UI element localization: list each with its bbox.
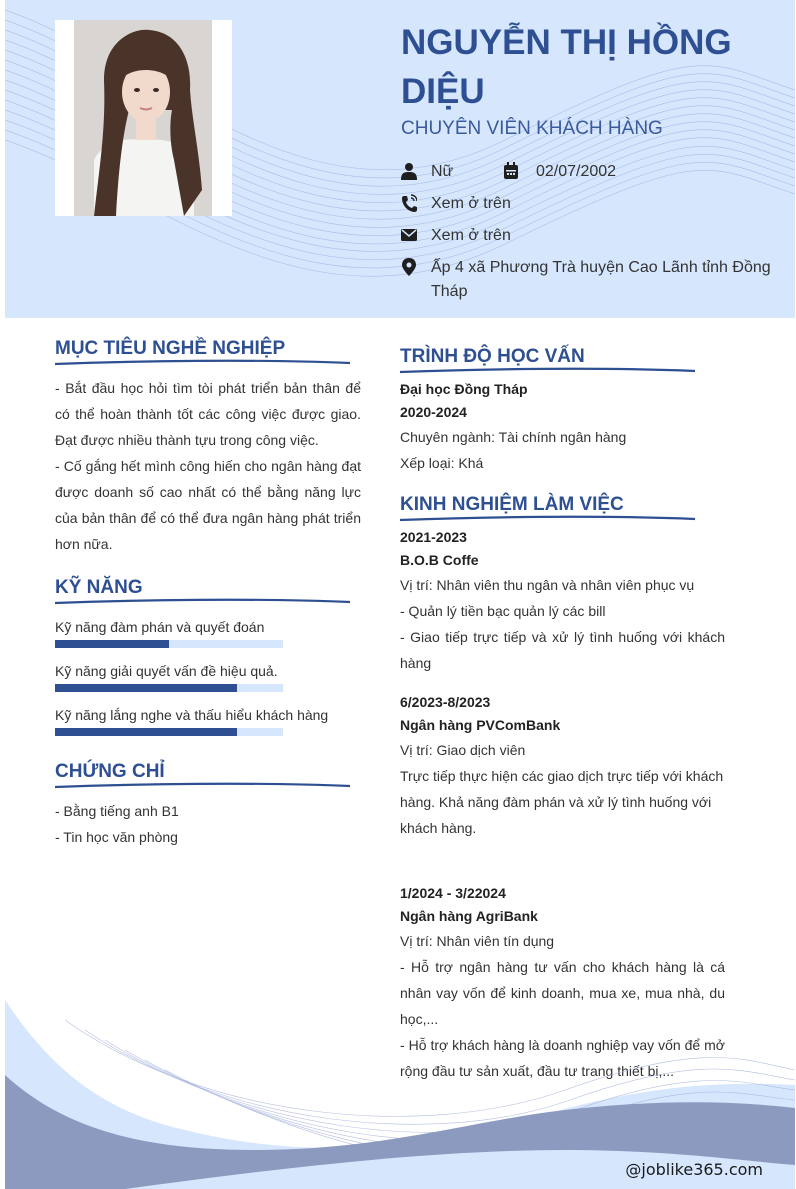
calendar-icon (503, 162, 519, 180)
skill-label: Kỹ năng lắng nghe và thấu hiểu khách hàng (55, 707, 329, 723)
certificate-item: - Bằng tiếng anh B1 (55, 803, 179, 819)
objective-line: của bản thân để có thể đưa ngân hàng phát triển (55, 510, 361, 526)
phone-value: Xem ở trên (431, 195, 511, 212)
phone-row (401, 192, 511, 216)
profile-photo-frame (55, 20, 232, 216)
skill-bar-fill (55, 728, 237, 736)
job-detail-line: - Hỗ trợ ngân hàng tư vấn cho khách hàng là cá (400, 959, 725, 975)
skill-bar-fill (55, 684, 237, 692)
cv-page (5, 0, 795, 1189)
skill-bar (55, 640, 283, 648)
certificates-list (55, 798, 179, 850)
job-period: 2021-2023 (400, 529, 467, 545)
phone-icon (401, 194, 417, 212)
certificates-title: CHỨNG CHỈ (55, 761, 165, 782)
objective-line: được doanh số cao nhất có thể bằng năng lực (55, 484, 361, 500)
job-period: 6/2023-8/2023 (400, 694, 491, 710)
profile-photo (74, 20, 212, 216)
job-detail-line: khách hàng. (400, 820, 477, 836)
education-grade: Xếp loại: Khá (400, 455, 484, 471)
name-line-1: NGUYỄN THỊ HỒNG (401, 23, 732, 62)
email-row (401, 224, 511, 248)
objective-line: hơn nữa. (55, 536, 113, 552)
objective-text (55, 375, 361, 557)
address-row (401, 256, 771, 304)
skill-bar-fill (55, 640, 169, 648)
education-years: 2020-2024 (400, 404, 467, 420)
address-value (431, 256, 771, 304)
skill-bar (55, 728, 283, 736)
job-title: CHUYÊN VIÊN KHÁCH HÀNG (401, 118, 663, 139)
job-detail-line: Vị trí: Nhân viên thu ngân và nhân viên phục vụ (400, 577, 695, 593)
birthday-value: 02/07/2002 (536, 163, 617, 180)
education-title: TRÌNH ĐỘ HỌC VẤN (400, 346, 585, 367)
job-detail-line: Vị trí: Nhân viên tín dụng (400, 933, 555, 949)
job-detail-line: hàng (400, 655, 432, 671)
certificates-underline (55, 781, 355, 791)
skill-label: Kỹ năng đàm phán và quyết đoán (55, 619, 265, 635)
person-icon (401, 162, 417, 180)
education-school: Đại học Đồng Tháp (400, 381, 528, 397)
job-details (400, 737, 725, 841)
job-detail-line: Trực tiếp thực hiện các giao dịch trực tiếp với khách (400, 768, 724, 784)
skill-label: Kỹ năng giải quyết vấn đề hiệu quả. (55, 663, 278, 679)
gender-row (401, 160, 616, 184)
job-detail-line: - Giao tiếp trực tiếp và xử lý tình huống với khách (400, 629, 725, 645)
experience-underline (400, 514, 700, 524)
education-major: Chuyên ngành: Tài chính ngân hàng (400, 429, 627, 445)
objective-line: - Cố gắng hết mình công hiến cho ngân hàng đạt (55, 458, 361, 474)
skills-underline (55, 597, 355, 607)
job-detail-line: nhân vay vốn để kinh doanh, mua xe, mua nhà, du (400, 985, 725, 1001)
candidate-name (401, 18, 761, 116)
job-detail-line: - Hỗ trợ khách hàng là doanh nghiệp vay vốn để mở (400, 1037, 725, 1053)
objective-title: MỤC TIÊU NGHỀ NGHIỆP (55, 338, 286, 359)
job-details (400, 572, 725, 676)
experience-title: KINH NGHIỆM LÀM VIỆC (400, 494, 624, 515)
email-value: Xem ở trên (431, 227, 511, 244)
job-company: B.O.B Coffe (400, 552, 479, 568)
address-line-1: Ấp 4 xã Phương Trà huyện Cao Lãnh tỉnh Đồng (431, 259, 771, 276)
objective-line: Đạt được nhiều thành tựu trong công việc. (55, 432, 319, 448)
envelope-icon (401, 226, 417, 244)
job-detail-line: hàng. Khả năng đàm phán và xử lý tình huống với (400, 794, 712, 810)
objective-line: - Bắt đầu học hỏi tìm tòi phát triển bản thân để (55, 380, 361, 396)
objective-underline (55, 358, 355, 368)
watermark: @joblike365.com (625, 1160, 763, 1179)
skill-bar (55, 684, 283, 692)
education-underline (400, 366, 700, 376)
job-company: Ngân hàng PVComBank (400, 717, 561, 733)
job-detail-line: học,... (400, 1011, 439, 1027)
name-line-2: DIỆU (401, 72, 485, 111)
job-company: Ngân hàng AgriBank (400, 908, 538, 924)
job-detail-line: rộng đầu tư sản xuất, đầu tư trang thiết bị,... (400, 1063, 675, 1079)
address-line-2: Tháp (431, 283, 468, 300)
job-detail-line: Vị trí: Giao dịch viên (400, 742, 526, 758)
job-period: 1/2024 - 3/22024 (400, 885, 506, 901)
certificate-item: - Tin học văn phòng (55, 829, 178, 845)
job-detail-line: - Quản lý tiền bạc quản lý các bill (400, 603, 606, 619)
gender-value: Nữ (431, 163, 454, 180)
location-pin-icon (401, 258, 417, 276)
objective-line: có thể hoàn thành tốt các công việc được giao. (55, 406, 361, 422)
skills-title: KỸ NĂNG (55, 577, 143, 598)
